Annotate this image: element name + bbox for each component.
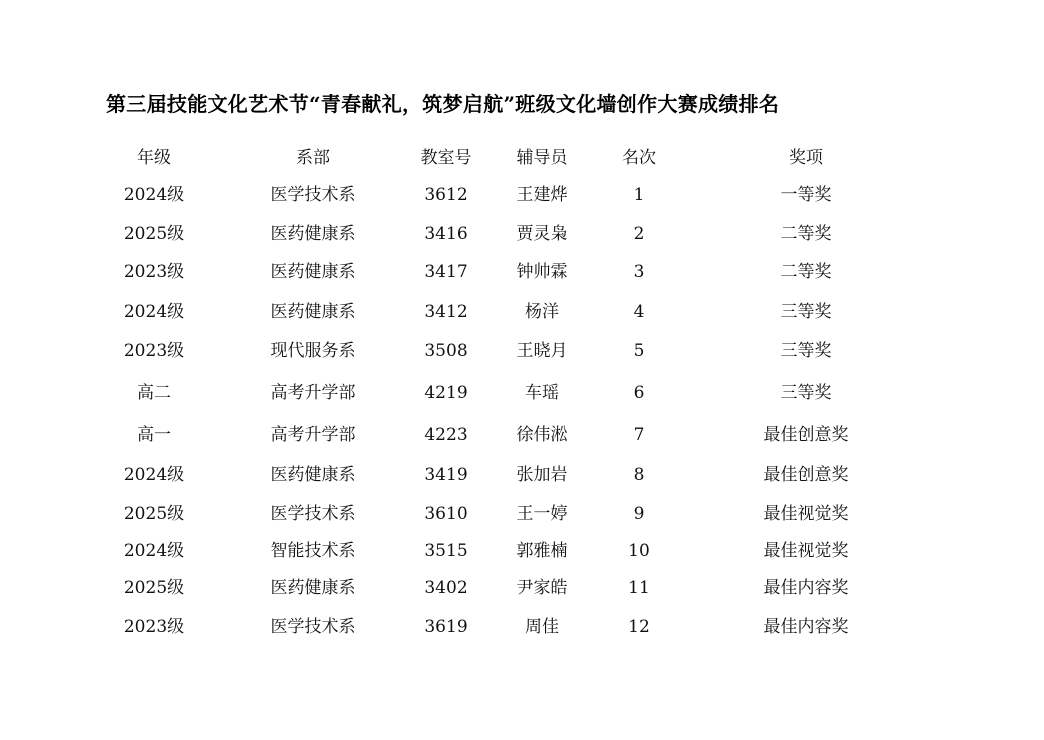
column-header-counselor: 辅导员 — [516, 148, 568, 168]
column-header-classroom: 教室号 — [420, 148, 472, 168]
cell-rank: 2 — [633, 224, 645, 244]
cell-department: 医药健康系 — [270, 465, 356, 485]
cell-award: 最佳创意奖 — [763, 425, 849, 445]
column-header-award: 奖项 — [789, 148, 823, 168]
cell-counselor: 张加岩 — [516, 465, 568, 485]
cell-award: 最佳内容奖 — [763, 617, 849, 637]
cell-award: 最佳视觉奖 — [763, 504, 849, 524]
cell-rank: 3 — [633, 262, 645, 282]
cell-classroom: 3416 — [424, 224, 468, 244]
cell-counselor: 王晓月 — [516, 341, 568, 361]
cell-department: 医学技术系 — [270, 185, 356, 205]
cell-classroom: 4223 — [424, 425, 468, 445]
cell-award: 三等奖 — [780, 302, 832, 322]
cell-counselor: 徐伟淞 — [516, 425, 568, 445]
cell-classroom: 4219 — [424, 383, 468, 403]
column-header-department: 系部 — [296, 148, 330, 168]
cell-grade: 2023级 — [123, 262, 185, 282]
cell-department: 智能技术系 — [270, 541, 356, 561]
cell-grade: 2023级 — [123, 341, 185, 361]
cell-award: 二等奖 — [780, 262, 832, 282]
cell-rank: 10 — [628, 541, 650, 561]
cell-department: 高考升学部 — [270, 425, 356, 445]
cell-rank: 7 — [633, 425, 645, 445]
cell-grade: 高二 — [137, 383, 171, 403]
cell-counselor: 郭雅楠 — [516, 541, 568, 561]
cell-award: 最佳创意奖 — [763, 465, 849, 485]
cell-grade: 高一 — [137, 425, 171, 445]
cell-department: 医药健康系 — [270, 302, 356, 322]
cell-rank: 1 — [633, 185, 645, 205]
cell-grade: 2024级 — [123, 302, 185, 322]
cell-classroom: 3610 — [424, 504, 468, 524]
cell-grade: 2025级 — [123, 504, 185, 524]
cell-classroom: 3612 — [424, 185, 468, 205]
cell-classroom: 3412 — [424, 302, 468, 322]
cell-grade: 2024级 — [123, 541, 185, 561]
cell-counselor: 钟帅霖 — [516, 262, 568, 282]
cell-grade: 2025级 — [123, 578, 185, 598]
cell-classroom: 3515 — [424, 541, 468, 561]
cell-counselor: 王建烨 — [516, 185, 568, 205]
cell-counselor: 贾灵枭 — [516, 224, 568, 244]
column-header-grade: 年级 — [137, 148, 171, 168]
cell-rank: 9 — [633, 504, 645, 524]
column-header-rank: 名次 — [622, 148, 656, 168]
cell-classroom: 3619 — [424, 617, 468, 637]
cell-counselor: 周佳 — [525, 617, 559, 637]
cell-rank: 8 — [633, 465, 645, 485]
document-title: 第三届技能文化艺术节“青春献礼，筑梦启航”班级文化墙创作大赛成绩排名 — [106, 92, 780, 116]
cell-rank: 6 — [633, 383, 645, 403]
cell-counselor: 车瑶 — [525, 383, 559, 403]
cell-award: 三等奖 — [780, 383, 832, 403]
cell-department: 医学技术系 — [270, 504, 356, 524]
cell-classroom: 3419 — [424, 465, 468, 485]
cell-counselor: 尹家皓 — [516, 578, 568, 598]
cell-grade: 2024级 — [123, 185, 185, 205]
cell-award: 最佳内容奖 — [763, 578, 849, 598]
cell-classroom: 3417 — [424, 262, 468, 282]
cell-classroom: 3508 — [424, 341, 468, 361]
cell-counselor: 杨洋 — [525, 302, 559, 322]
cell-rank: 5 — [633, 341, 645, 361]
cell-award: 二等奖 — [780, 224, 832, 244]
cell-rank: 12 — [628, 617, 650, 637]
cell-counselor: 王一婷 — [516, 504, 568, 524]
cell-rank: 11 — [628, 578, 650, 598]
cell-grade: 2024级 — [123, 465, 185, 485]
cell-grade: 2025级 — [123, 224, 185, 244]
cell-department: 高考升学部 — [270, 383, 356, 403]
cell-department: 医药健康系 — [270, 224, 356, 244]
cell-award: 三等奖 — [780, 341, 832, 361]
cell-department: 医学技术系 — [270, 617, 356, 637]
cell-department: 现代服务系 — [270, 341, 356, 361]
cell-department: 医药健康系 — [270, 262, 356, 282]
cell-rank: 4 — [633, 302, 645, 322]
cell-department: 医药健康系 — [270, 578, 356, 598]
cell-award: 一等奖 — [780, 185, 832, 205]
cell-grade: 2023级 — [123, 617, 185, 637]
cell-award: 最佳视觉奖 — [763, 541, 849, 561]
cell-classroom: 3402 — [424, 578, 468, 598]
